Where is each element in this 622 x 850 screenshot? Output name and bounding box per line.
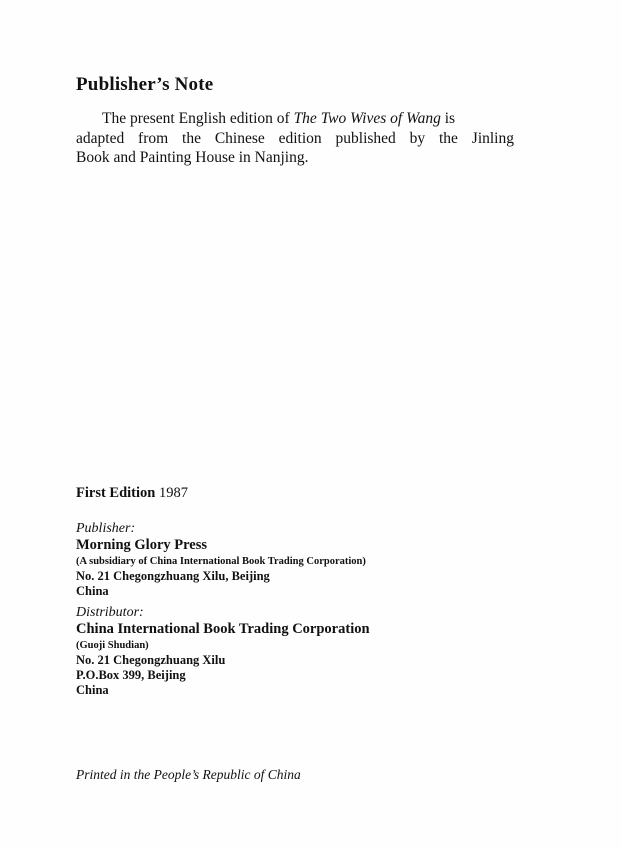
- note-text-before-title: The present English edition of: [102, 110, 294, 127]
- publishers-note-paragraph: [76, 109, 514, 168]
- note-line-2: adapted from the Chinese edition published by the Jinling: [76, 129, 514, 147]
- publisher-role-label: Publisher:: [76, 521, 136, 536]
- page-title: Publisher’s Note: [76, 74, 214, 95]
- distributor-country: China: [76, 683, 109, 697]
- distributor-role-label: Distributor:: [76, 605, 144, 620]
- edition-label: First Edition: [76, 485, 156, 501]
- publisher-subsidiary-note: (A subsidiary of China International Book Trading Corporation): [76, 556, 366, 567]
- distributor-block: [76, 604, 370, 698]
- edition-year: 1987: [158, 485, 188, 501]
- note-text-after-title: is: [440, 110, 456, 127]
- publisher-address: No. 21 Chegongzhuang Xilu, Beijing: [76, 569, 270, 583]
- distributor-address: No. 21 Chegongzhuang Xilu: [76, 653, 226, 667]
- note-line-1: [76, 109, 514, 129]
- distributor-po-box: P.O.Box 399, Beijing: [76, 668, 186, 682]
- publisher-block: [76, 520, 366, 599]
- printed-in-note: Printed in the People’s Republic of China: [76, 767, 301, 782]
- edition-info: [76, 485, 188, 502]
- distributor-alt-name: (Guoji Shudian): [76, 640, 149, 651]
- publisher-name: Morning Glory Press: [76, 537, 208, 553]
- note-line-3: Book and Painting House in Nanjing.: [76, 149, 309, 166]
- publisher-country: China: [76, 584, 109, 598]
- book-title: The Two Wives of Wang: [293, 110, 441, 127]
- distributor-name: China International Book Trading Corporation: [76, 621, 370, 637]
